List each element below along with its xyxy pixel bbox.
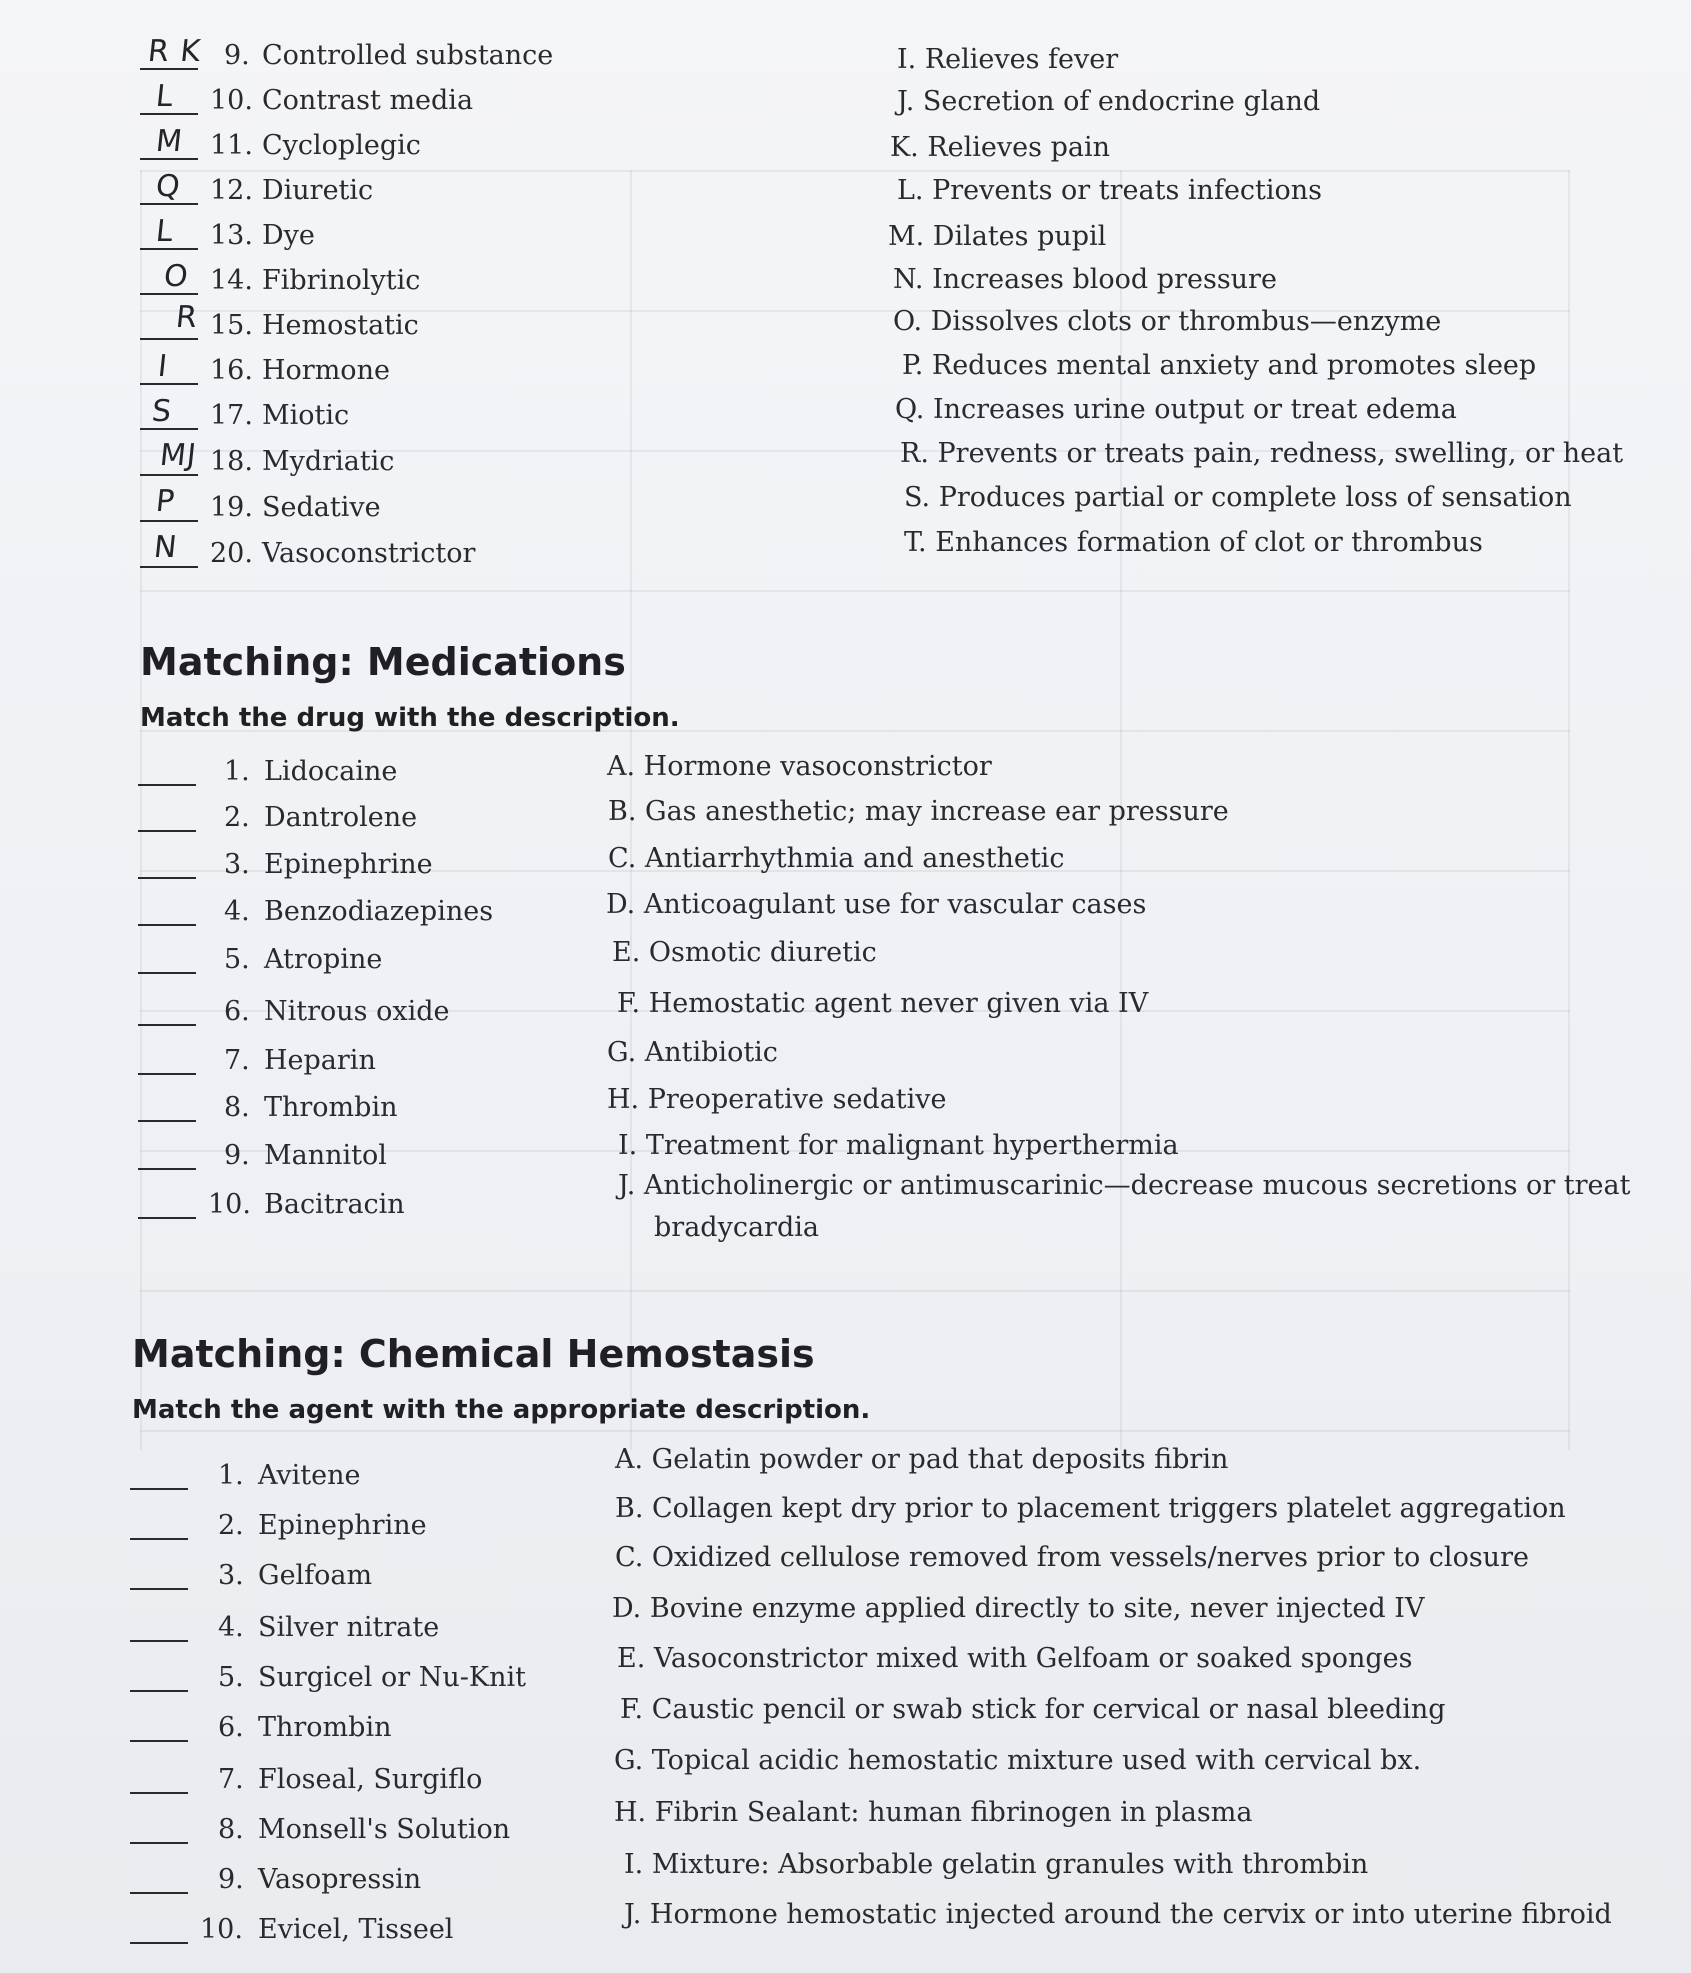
question-number: 18.	[210, 446, 253, 477]
handwritten-answer: R K	[146, 34, 203, 69]
handwritten-answer: MJ	[158, 438, 199, 473]
question-number: 7.	[224, 1045, 250, 1076]
section-subtitle: Match the drug with the description.	[140, 703, 680, 733]
answer-blank[interactable]	[140, 353, 198, 385]
choice-item: J. Hormone hemostatic injected around the cervix or into uterine fibroid	[624, 1899, 1612, 1930]
answer-blank[interactable]	[138, 847, 196, 879]
question-term: Sedative	[262, 492, 381, 523]
question-number: 19.	[210, 492, 253, 523]
question-number: 3.	[224, 849, 250, 880]
question-term: Monsell's Solution	[258, 1814, 511, 1845]
handwritten-answer: N	[152, 530, 180, 565]
choice-item: B. Collagen kept dry prior to placement triggers platelet aggregation	[615, 1493, 1566, 1524]
handwritten-answer: P	[154, 484, 177, 519]
section-title: Matching: Chemical Hemostasis	[132, 1332, 815, 1376]
question-term: Fibrinolytic	[262, 265, 421, 296]
question-term: Thrombin	[264, 1092, 398, 1123]
question-number: 3.	[218, 1560, 244, 1591]
choice-item: B. Gas anesthetic; may increase ear pressure	[608, 796, 1229, 827]
question-term: Mannitol	[264, 1140, 387, 1171]
question-number: 9.	[224, 40, 250, 71]
question-term: Mydriatic	[262, 446, 395, 477]
question-term: Hormone	[262, 355, 390, 386]
answer-blank[interactable]	[130, 1912, 188, 1944]
choice-item: H. Preoperative sedative	[607, 1084, 947, 1115]
question-number: 2.	[218, 1510, 244, 1541]
answer-blank[interactable]	[130, 1710, 188, 1742]
answer-blank[interactable]	[138, 894, 196, 926]
question-term: Dantrolene	[264, 802, 418, 833]
question-number: 2.	[224, 802, 250, 833]
question-term: Dye	[262, 220, 315, 251]
choice-item: D. Anticoagulant use for vascular cases	[606, 889, 1147, 920]
choice-item-continuation: bradycardia	[654, 1212, 819, 1243]
choice-item: A. Gelatin powder or pad that deposits fibrin	[615, 1444, 1229, 1475]
question-term: Epinephrine	[258, 1510, 427, 1541]
question-term: Vasoconstrictor	[262, 538, 476, 569]
answer-blank[interactable]	[138, 942, 196, 974]
handwritten-answer: L	[154, 79, 176, 114]
choice-item: J. Anticholinergic or antimuscarinic—decrease mucous secretions or treat	[618, 1170, 1631, 1201]
choice-item: N. Increases blood pressure	[893, 264, 1277, 295]
question-term: Avitene	[258, 1460, 361, 1491]
handwritten-answer: L	[154, 214, 176, 249]
choice-item: T. Enhances formation of clot or thrombus	[904, 527, 1483, 558]
choice-item: F. Caustic pencil or swab stick for cervical or nasal bleeding	[620, 1694, 1446, 1725]
question-number: 11.	[210, 130, 253, 161]
question-number: 9.	[224, 1140, 250, 1171]
choice-item: I. Mixture: Absorbable gelatin granules with thrombin	[624, 1849, 1369, 1880]
question-term: Miotic	[262, 400, 350, 431]
handwritten-answer: O	[162, 259, 191, 294]
question-term: Nitrous oxide	[264, 996, 450, 1027]
question-number: 17.	[210, 400, 253, 431]
choice-item: G. Topical acidic hemostatic mixture used with cervical bx.	[614, 1745, 1422, 1776]
answer-blank[interactable]	[138, 994, 196, 1026]
question-number: 8.	[224, 1092, 250, 1123]
handwritten-answer: Q	[154, 169, 183, 204]
question-term: Lidocaine	[264, 756, 398, 787]
choice-item: L. Prevents or treats infections	[897, 175, 1323, 206]
choice-item: Q. Increases urine output or treat edema	[895, 394, 1457, 425]
choice-item: R. Prevents or treats pain, redness, swelling, or heat	[900, 438, 1624, 469]
question-number: 10.	[200, 1914, 243, 1945]
question-term: Diuretic	[262, 175, 374, 206]
choice-item: E. Osmotic diuretic	[612, 937, 877, 968]
question-number: 4.	[224, 896, 250, 927]
question-number: 4.	[218, 1612, 244, 1643]
answer-blank[interactable]	[138, 800, 196, 832]
question-number: 12.	[210, 175, 253, 206]
question-number: 1.	[224, 756, 250, 787]
answer-blank[interactable]	[138, 1187, 196, 1219]
answer-blank[interactable]	[138, 1138, 196, 1170]
question-number: 5.	[224, 944, 250, 975]
question-term: Surgicel or Nu-Knit	[258, 1662, 526, 1693]
choice-item: O. Dissolves clots or thrombus—enzyme	[893, 306, 1442, 337]
question-term: Silver nitrate	[258, 1612, 440, 1643]
question-term: Heparin	[264, 1045, 376, 1076]
question-term: Floseal, Surgiflo	[258, 1764, 483, 1795]
choice-item: H. Fibrin Sealant: human fibrinogen in plasma	[614, 1797, 1253, 1828]
choice-item: M. Dilates pupil	[888, 221, 1107, 252]
question-number: 6.	[218, 1712, 244, 1743]
section-subtitle: Match the agent with the appropriate description.	[132, 1395, 871, 1425]
question-term: Bacitracin	[264, 1189, 405, 1220]
question-number: 10.	[208, 1189, 251, 1220]
question-number: 5.	[218, 1662, 244, 1693]
question-number: 16.	[210, 355, 253, 386]
question-number: 10.	[210, 85, 253, 116]
question-term: Epinephrine	[264, 849, 433, 880]
question-term: Contrast media	[262, 85, 474, 116]
choice-item: E. Vasoconstrictor mixed with Gelfoam or soaked sponges	[617, 1643, 1413, 1674]
answer-blank[interactable]	[130, 1458, 188, 1490]
choice-item: D. Bovine enzyme applied directly to site, never injected IV	[612, 1593, 1425, 1624]
choice-item: C. Antiarrhythmia and anesthetic	[608, 843, 1065, 874]
question-term: Vasopressin	[258, 1864, 422, 1895]
answer-blank[interactable]	[130, 1762, 188, 1794]
answer-blank[interactable]	[138, 754, 196, 786]
question-term: Thrombin	[258, 1712, 392, 1743]
choice-item: P. Reduces mental anxiety and promotes sleep	[902, 350, 1537, 381]
question-number: 14.	[210, 265, 253, 296]
question-term: Cycloplegic	[262, 130, 421, 161]
handwritten-answer: S	[150, 394, 174, 429]
choice-item: I. Treatment for malignant hyperthermia	[618, 1130, 1179, 1161]
choice-item: I. Relieves fever	[897, 44, 1119, 75]
question-number: 20.	[210, 538, 253, 569]
handwritten-answer: M	[154, 124, 185, 159]
answer-blank[interactable]	[130, 1862, 188, 1894]
choice-item: A. Hormone vasoconstrictor	[607, 751, 992, 782]
answer-blank[interactable]	[130, 1660, 188, 1692]
choice-item: G. Antibiotic	[607, 1037, 778, 1068]
answer-blank[interactable]	[130, 1508, 188, 1540]
question-term: Benzodiazepines	[264, 896, 494, 927]
question-number: 7.	[218, 1764, 244, 1795]
choice-item: K. Relieves pain	[890, 132, 1110, 163]
choice-item: S. Produces partial or complete loss of sensation	[904, 482, 1572, 513]
question-number: 9.	[218, 1864, 244, 1895]
question-term: Controlled substance	[262, 40, 554, 71]
question-number: 13.	[210, 220, 253, 251]
question-number: 15.	[210, 310, 253, 341]
question-term: Hemostatic	[262, 310, 419, 341]
answer-blank[interactable]	[138, 1043, 196, 1075]
choice-item: J. Secretion of endocrine gland	[897, 86, 1321, 117]
question-number: 8.	[218, 1814, 244, 1845]
answer-blank[interactable]	[130, 1610, 188, 1642]
answer-blank[interactable]	[130, 1558, 188, 1590]
answer-blank[interactable]	[130, 1812, 188, 1844]
section-title: Matching: Medications	[140, 640, 626, 684]
choice-item: F. Hemostatic agent never given via IV	[617, 988, 1149, 1019]
question-number: 1.	[218, 1460, 244, 1491]
question-number: 6.	[224, 996, 250, 1027]
question-term: Evicel, Tisseel	[258, 1914, 454, 1945]
answer-blank[interactable]	[138, 1090, 196, 1122]
question-term: Atropine	[264, 944, 383, 975]
question-term: Gelfoam	[258, 1560, 373, 1591]
handwritten-answer: I	[156, 349, 170, 384]
choice-item: C. Oxidized cellulose removed from vessels/nerves prior to closure	[615, 1542, 1529, 1573]
handwritten-answer: R	[174, 300, 200, 335]
